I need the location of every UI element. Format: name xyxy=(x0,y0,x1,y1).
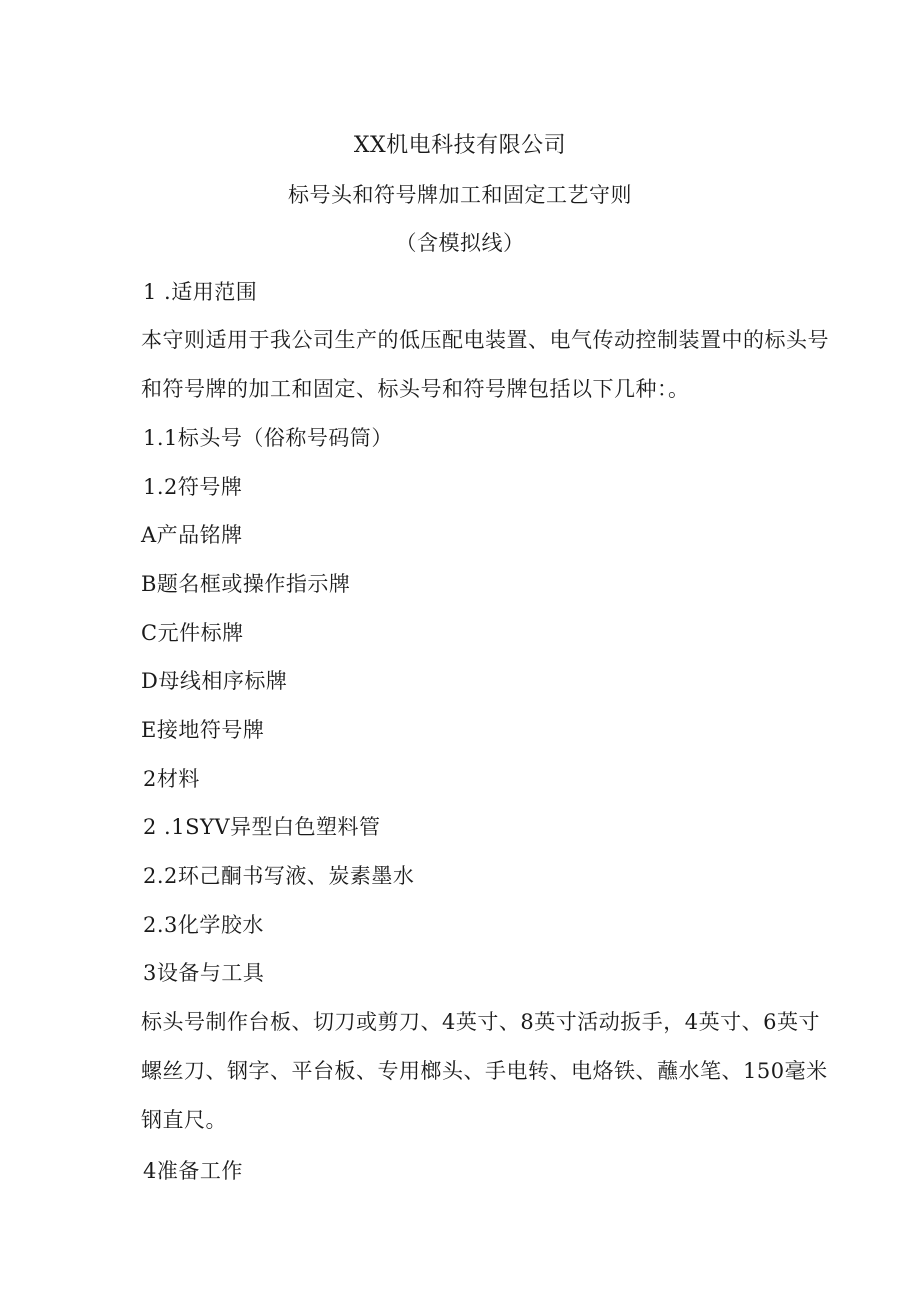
document-title: 标号头和符号牌加工和固定工艺守则 xyxy=(288,183,632,207)
list-item-c: C元件标牌 xyxy=(141,621,244,645)
section-4-heading: 4准备工作 xyxy=(143,1159,243,1183)
section-2-1: 2 .1SYV异型白色塑料管 xyxy=(143,815,381,839)
document-subtitle: （含模拟线） xyxy=(395,231,525,255)
section-2-3: 2.3化学胶水 xyxy=(143,913,264,937)
section-1-2: 1.2符号牌 xyxy=(143,475,243,499)
section-3-paragraph: 标头号制作台板、切刀或剪刀、4英寸、8英寸活动扳手，4英寸、6英寸螺丝刀、钢字、平台板、专用榔头、手电转、电烙铁、蘸水笔、150毫米钢直尺。 xyxy=(141,1010,828,1132)
section-3-heading: 3设备与工具 xyxy=(143,961,265,985)
section-1-paragraph: 本守则适用于我公司生产的低压配电装置、电气传动控制装置中的标头号和符号牌的加工和固定、标头号和符号牌包括以下几种：。 xyxy=(141,328,829,401)
section-2-heading: 2材料 xyxy=(143,767,200,791)
section-1-heading: 1 .适用范围 xyxy=(143,280,258,304)
list-item-e: E接地符号牌 xyxy=(141,718,265,742)
list-item-b: B题名框或操作指示牌 xyxy=(141,572,351,596)
company-name: XX机电科技有限公司 xyxy=(353,133,567,158)
section-1-1: 1.1标头号（俗称号码筒） xyxy=(143,426,393,450)
list-item-a: A产品铭牌 xyxy=(141,523,243,547)
list-item-d: D母线相序标牌 xyxy=(141,669,288,693)
section-2-2: 2.2环己酮书写液、炭素墨水 xyxy=(143,864,415,888)
